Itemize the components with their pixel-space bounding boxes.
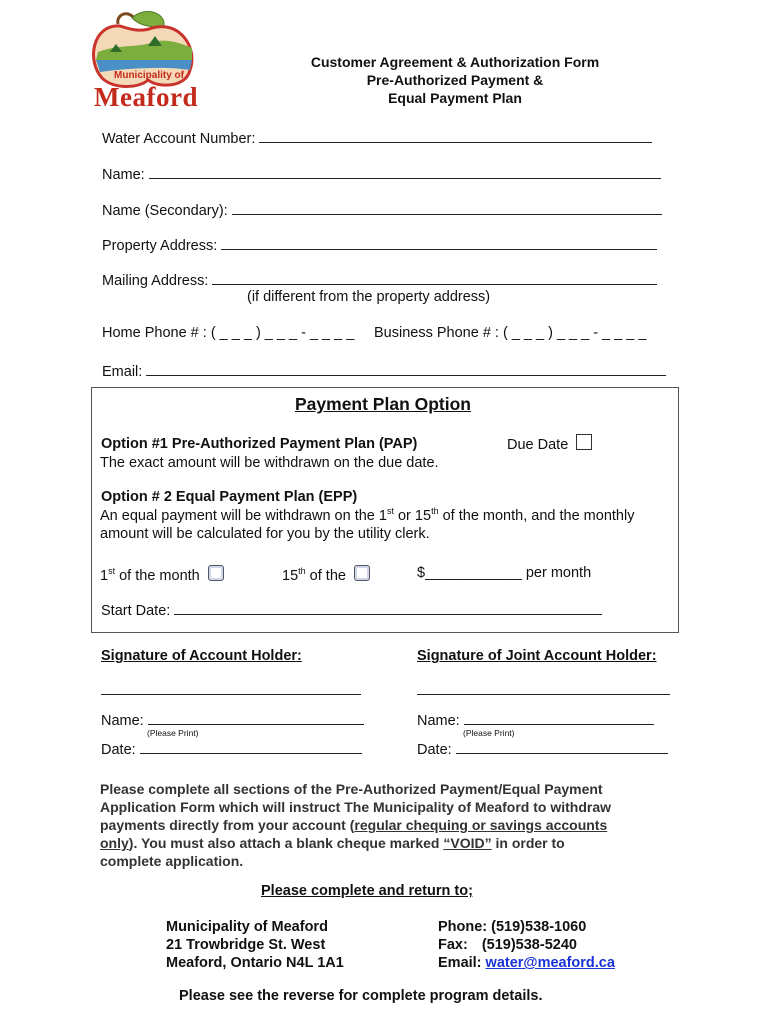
mailing-address-line[interactable] [212,270,657,285]
mailing-address-note: (if different from the property address) [247,289,491,305]
start-date-line[interactable] [174,600,602,615]
title-line-2: Pre-Authorized Payment & [366,72,544,88]
due-date-label: Due Date [507,437,569,453]
return-contact [438,918,615,972]
name-secondary-label: Name (Secondary): [102,203,228,219]
option1-description: The exact amount will be withdrawn on the due date. [100,455,439,471]
property-address-label: Property Address: [102,238,218,254]
mailing-address-label: Mailing Address: [102,273,209,289]
mailing-address-field[interactable] [102,270,657,289]
fifteenth-of-month-option[interactable] [282,565,370,584]
monthly-amount-field[interactable]: $____________ per month [417,565,592,581]
address-line-3: Meaford, Ontario N4L 1A1 [166,955,344,971]
joint-holder-signature-heading: Signature of Joint Account Holder: [417,648,657,664]
joint-name-field[interactable] [417,710,654,729]
option2-desc-c: of the month, and the monthly [438,508,635,524]
first-sup: st [108,566,116,577]
email-label: Email: [102,364,143,380]
business-phone-field[interactable]: Business Phone # : ( _ _ _ ) _ _ _ - _ _ _ _ [374,325,647,341]
instructions-line-4d: in order to [491,835,565,851]
instructions-line-3 [100,816,611,834]
holder-date-line[interactable] [140,739,362,754]
option2-desc-a: An equal payment will be withdrawn on the 1 [100,508,387,524]
first-of-month-radio[interactable] [208,565,224,581]
instructions-line-4 [100,834,611,852]
due-date-option[interactable] [507,434,592,453]
fax-label: Fax: [438,937,468,953]
title-line-3: Equal Payment Plan [388,90,522,106]
name-label: Name: [102,167,145,183]
option2-sup-st: st [386,506,394,517]
account-holder-signature-heading: Signature of Account Holder: [101,648,302,664]
return-address [166,918,344,972]
holder-date-label: Date: [101,742,136,758]
joint-name-line[interactable] [464,710,654,725]
fifteenth-of-month-radio[interactable] [354,565,370,581]
fax-value: (519)538-5240 [481,937,577,953]
property-address-field[interactable] [102,235,657,254]
payment-plan-heading: Payment Plan Option [295,394,471,414]
email-line[interactable] [146,361,666,376]
first-suffix: of the month [115,568,200,584]
account-holder-signature-line[interactable] [101,680,361,700]
holder-name-field[interactable] [101,710,364,729]
reverse-note: Please see the reverse for complete program details. [179,988,543,1004]
instructions-line-4a: only [100,835,129,851]
email-contact-label: Email: [438,955,482,971]
return-to-heading: Please complete and return to; [261,883,473,899]
water-account-field[interactable] [102,128,652,147]
name-secondary-field[interactable] [102,200,662,219]
start-date-field[interactable] [101,600,602,619]
instructions-line-3b: regular chequing or savings accounts [354,817,608,833]
name-line[interactable] [149,164,661,179]
joint-date-line[interactable] [456,739,668,754]
joint-name-label: Name: [417,713,460,729]
joint-please-print: (Please Print) [463,728,515,738]
instructions-void: “VOID” [443,835,492,851]
logo-meaford: Meaford [94,82,198,112]
municipality-logo [88,8,220,110]
instructions-line-1: Please complete all sections of the Pre-Authorized Payment/Equal Payment [100,781,603,797]
instructions-paragraph [100,780,611,870]
logo-municipality-of: Municipality of [114,70,184,81]
title-line-1: Customer Agreement & Authorization Form [310,54,600,70]
property-address-line[interactable] [221,235,657,250]
address-line-1: Municipality of Meaford [166,919,328,935]
due-date-checkbox[interactable] [576,434,592,450]
holder-date-field[interactable] [101,739,362,758]
form-title [260,53,650,107]
option2-desc-b: or 15 [393,508,432,524]
fifteenth-sup: th [298,566,306,577]
email-link[interactable]: water@meaford.ca [485,955,615,971]
option2-title: Option # 2 Equal Payment Plan (EPP) [101,489,358,505]
water-account-line[interactable] [259,128,652,143]
option2-description [100,508,634,524]
address-line-2: 21 Trowbridge St. West [166,937,326,953]
option2-sup-th: th [431,506,439,517]
joint-holder-signature-line[interactable] [417,680,670,700]
first-prefix: 1 [100,568,109,584]
instructions-line-4b: ). You must also attach a blank cheque marked [128,835,444,851]
joint-date-field[interactable] [417,739,668,758]
home-phone-field[interactable]: Home Phone # : ( _ _ _ ) _ _ _ - _ _ _ _ [102,325,355,341]
contact-email [438,954,615,972]
option1-title: Option #1 Pre-Authorized Payment Plan (PAP) [101,436,418,452]
name-field[interactable] [102,164,661,183]
fifteenth-prefix: 15 [282,568,299,584]
contact-fax [438,936,615,954]
holder-name-line[interactable] [148,710,364,725]
fifteenth-suffix: of the [305,568,346,584]
option2-description-line2: amount will be calculated for you by the utility clerk. [100,526,430,542]
joint-date-label: Date: [417,742,452,758]
holder-please-print: (Please Print) [147,728,199,738]
instructions-line-5: complete application. [100,853,244,869]
instructions-line-2: Application Form which will instruct The Municipality of Meaford to withdraw [100,799,612,815]
name-secondary-line[interactable] [232,200,662,215]
holder-name-label: Name: [101,713,144,729]
first-of-month-option[interactable] [100,565,224,584]
contact-phone: Phone: (519)538-1060 [438,919,587,935]
start-date-label: Start Date: [101,603,171,619]
instructions-line-3a: payments directly from your account ( [100,817,355,833]
email-field[interactable] [102,361,666,380]
water-account-label: Water Account Number: [102,131,256,147]
